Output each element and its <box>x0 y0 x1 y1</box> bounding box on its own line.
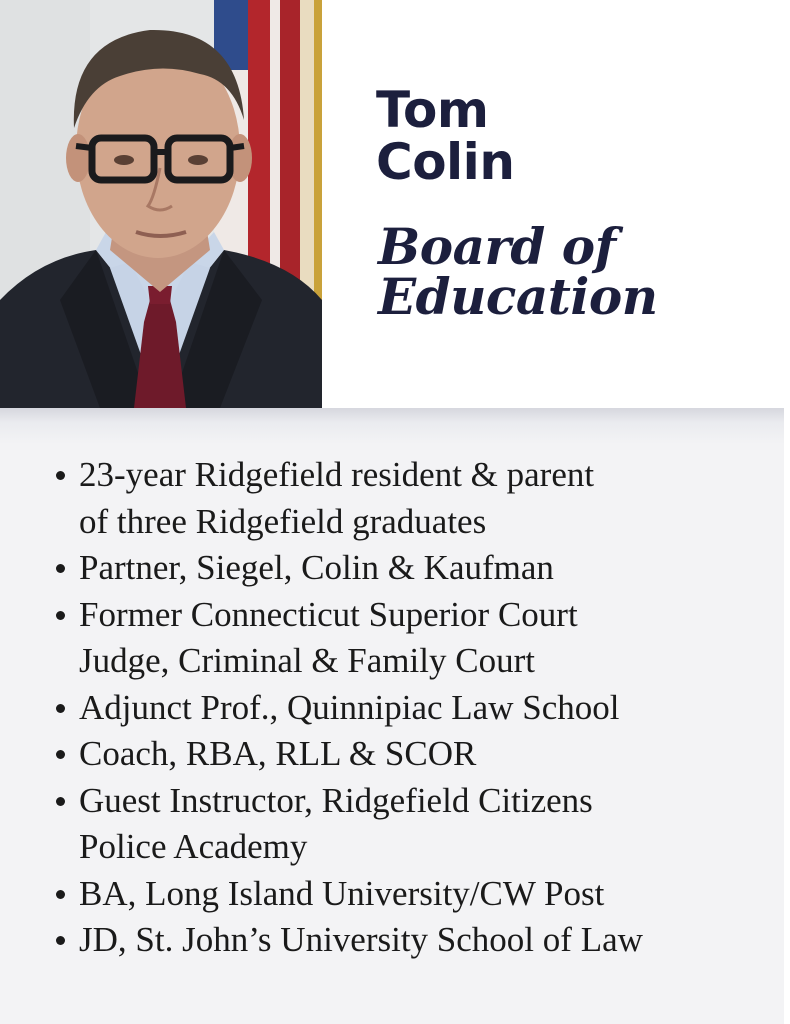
credentials-list <box>52 452 752 964</box>
credential-line: Former Connecticut Superior Court <box>79 594 578 634</box>
candidate-name <box>376 81 515 191</box>
candidate-portrait <box>0 0 322 408</box>
candidate-first-name: Tom <box>376 81 489 139</box>
credential-line: of three Ridgefield graduates <box>79 501 487 541</box>
credential-item <box>52 452 752 545</box>
bullet-dot-icon <box>56 936 65 945</box>
credential-line: Police Academy <box>79 827 308 866</box>
bullet-dot-icon <box>56 704 65 713</box>
bullet-dot-icon <box>56 797 65 806</box>
divider-shadow <box>0 408 784 444</box>
credential-line: Guest Instructor, Ridgefield Citizens <box>79 780 593 820</box>
candidate-role <box>378 217 658 326</box>
credential-line: 23-year Ridgefield resident & parent <box>79 455 595 494</box>
credential-item <box>52 917 752 964</box>
credential-item <box>52 545 752 592</box>
credential-item <box>52 592 752 685</box>
bullet-dot-icon <box>56 890 65 899</box>
credential-item <box>52 778 752 871</box>
candidate-last-name: Colin <box>376 133 515 191</box>
bullet-dot-icon <box>56 611 65 620</box>
credential-line: Partner, Siegel, Colin & Kaufman <box>79 548 554 587</box>
credential-item <box>52 871 752 918</box>
bullet-dot-icon <box>56 564 65 573</box>
credential-item <box>52 685 752 732</box>
credential-line: BA, Long Island University/CW Post <box>79 873 605 913</box>
role-line-1: Board of <box>378 217 616 276</box>
bullet-dot-icon <box>56 471 65 480</box>
bullet-dot-icon <box>56 750 65 759</box>
role-line-2: Education <box>378 267 658 326</box>
credential-item <box>52 731 752 778</box>
credential-line: Judge, Criminal & Family Court <box>79 641 535 680</box>
credential-line: JD, St. John’s University School of Law <box>79 920 643 959</box>
credential-line: Coach, RBA, RLL & SCOR <box>79 734 477 773</box>
credential-line: Adjunct Prof., Quinnipiac Law School <box>79 687 620 727</box>
